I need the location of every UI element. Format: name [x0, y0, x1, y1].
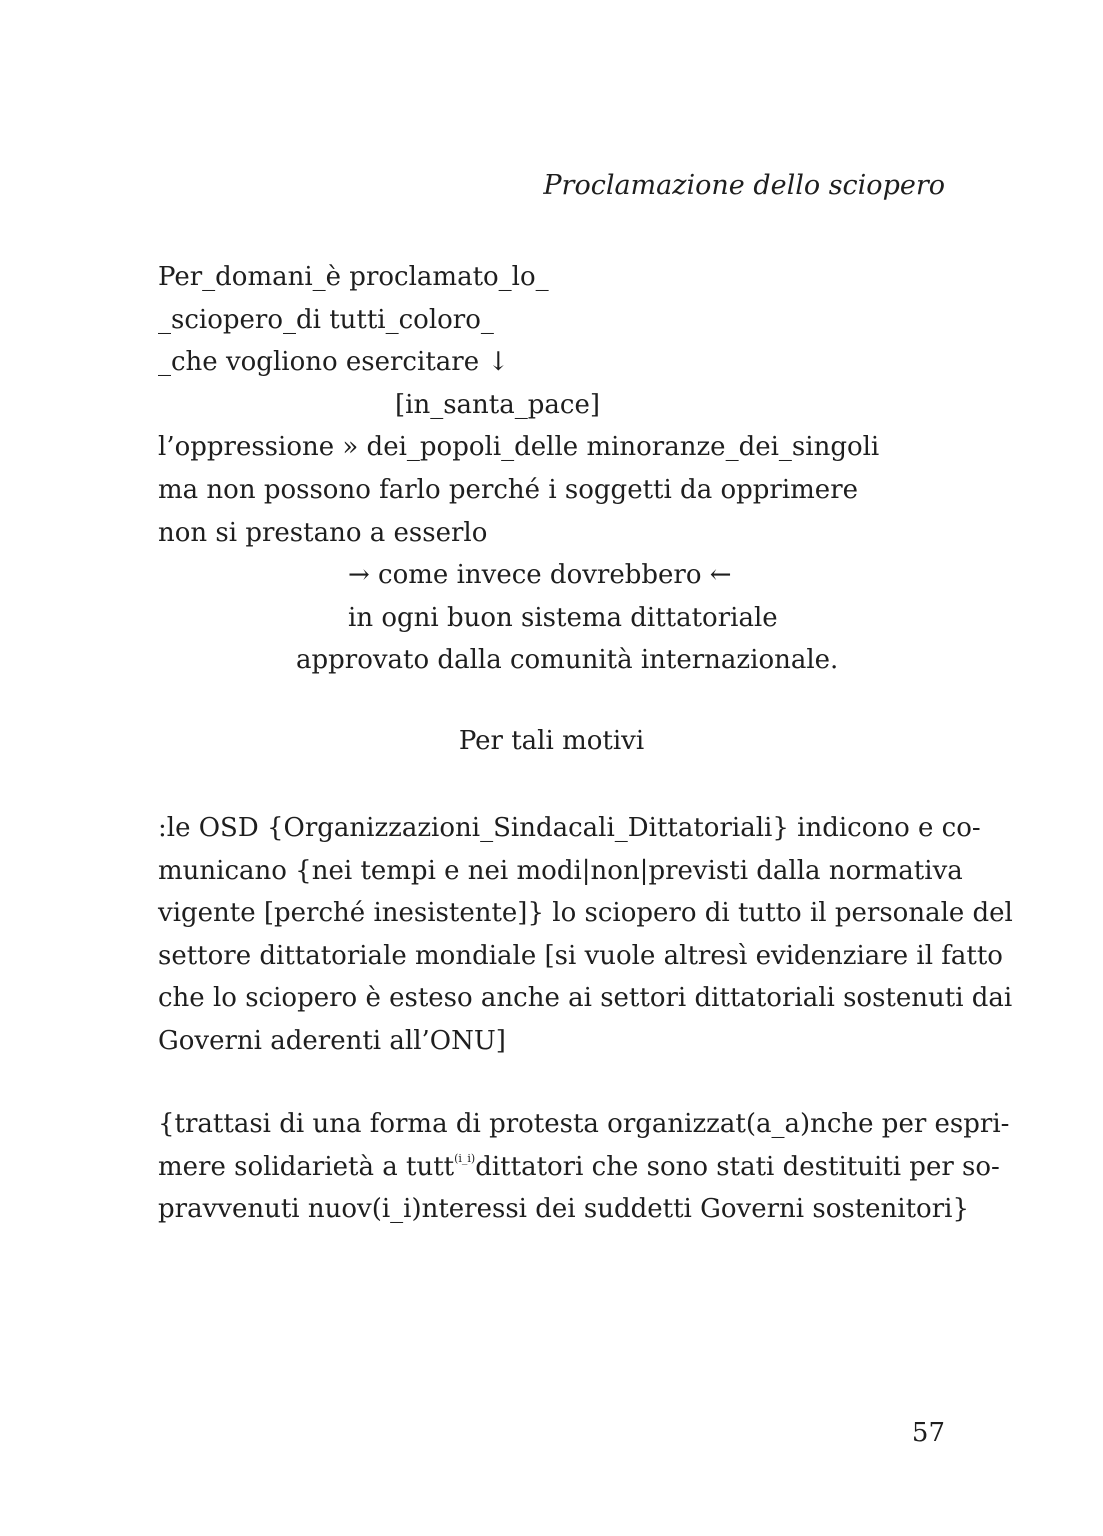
verse-line: non si prestano a esserlo: [158, 517, 488, 548]
paragraph-line: [158, 1146, 1000, 1189]
paragraph-osd: [158, 807, 1013, 1062]
paragraph-line: {trattasi di una forma di protesta organizzat(a_a)nche per espri-: [158, 1109, 1010, 1139]
verse-line: _sciopero_di tutti_coloro_: [158, 304, 494, 335]
verse-line: in ogni buon sistema dittatoriale: [348, 602, 778, 633]
line-text: mere solidarietà a tutt: [158, 1151, 455, 1182]
paragraph-line: :le OSD {Organizzazioni_Sindacali_Dittatoriali} indicono e co-: [158, 813, 981, 843]
paragraph-line: pravvenuti nuov(i_i)nteressi dei suddetti Governi sostenitori}: [158, 1194, 969, 1224]
verse-line: approvato dalla comunità internazionale.: [296, 645, 839, 676]
verse-line: l’oppressione » dei_popoli_delle minoranze_dei_singoli: [158, 432, 880, 463]
verse-line: Per_domani_è proclamato_lo_: [158, 262, 549, 292]
paragraph-line: Governi aderenti all’ONU]: [158, 1025, 506, 1056]
verse-line: _che vogliono esercitare ↓: [158, 347, 510, 378]
verse-line: → come invece dovrebbero ←: [348, 560, 732, 591]
paragraph-line: settore dittatoriale mondiale [si vuole altresì evidenziare il fatto: [158, 940, 1003, 971]
paragraph-line: vigente [perché inesistente]} lo sciopero di tutto il personale del: [158, 898, 1013, 928]
superscript-note: (i_i): [454, 1151, 476, 1165]
paragraph-line: municano {nei tempi e nei modi|non|previsti dalla normativa: [158, 855, 963, 886]
poem-verse-block: [158, 256, 948, 682]
running-title: Proclamazione dello sciopero: [543, 170, 945, 201]
verse-line: [in_santa_pace]: [395, 389, 600, 420]
paragraph-protest: [158, 1103, 1010, 1231]
verse-line: ma non possono farlo perché i soggetti da opprimere: [158, 474, 859, 505]
paragraph-line: che lo sciopero è esteso anche ai settori dittatoriali sostenuti dai: [158, 983, 1013, 1013]
line-text: dittatori che sono stati destituiti per so-: [475, 1151, 1000, 1182]
section-heading: Per tali motivi: [458, 726, 645, 756]
page-number: 57: [911, 1418, 945, 1448]
